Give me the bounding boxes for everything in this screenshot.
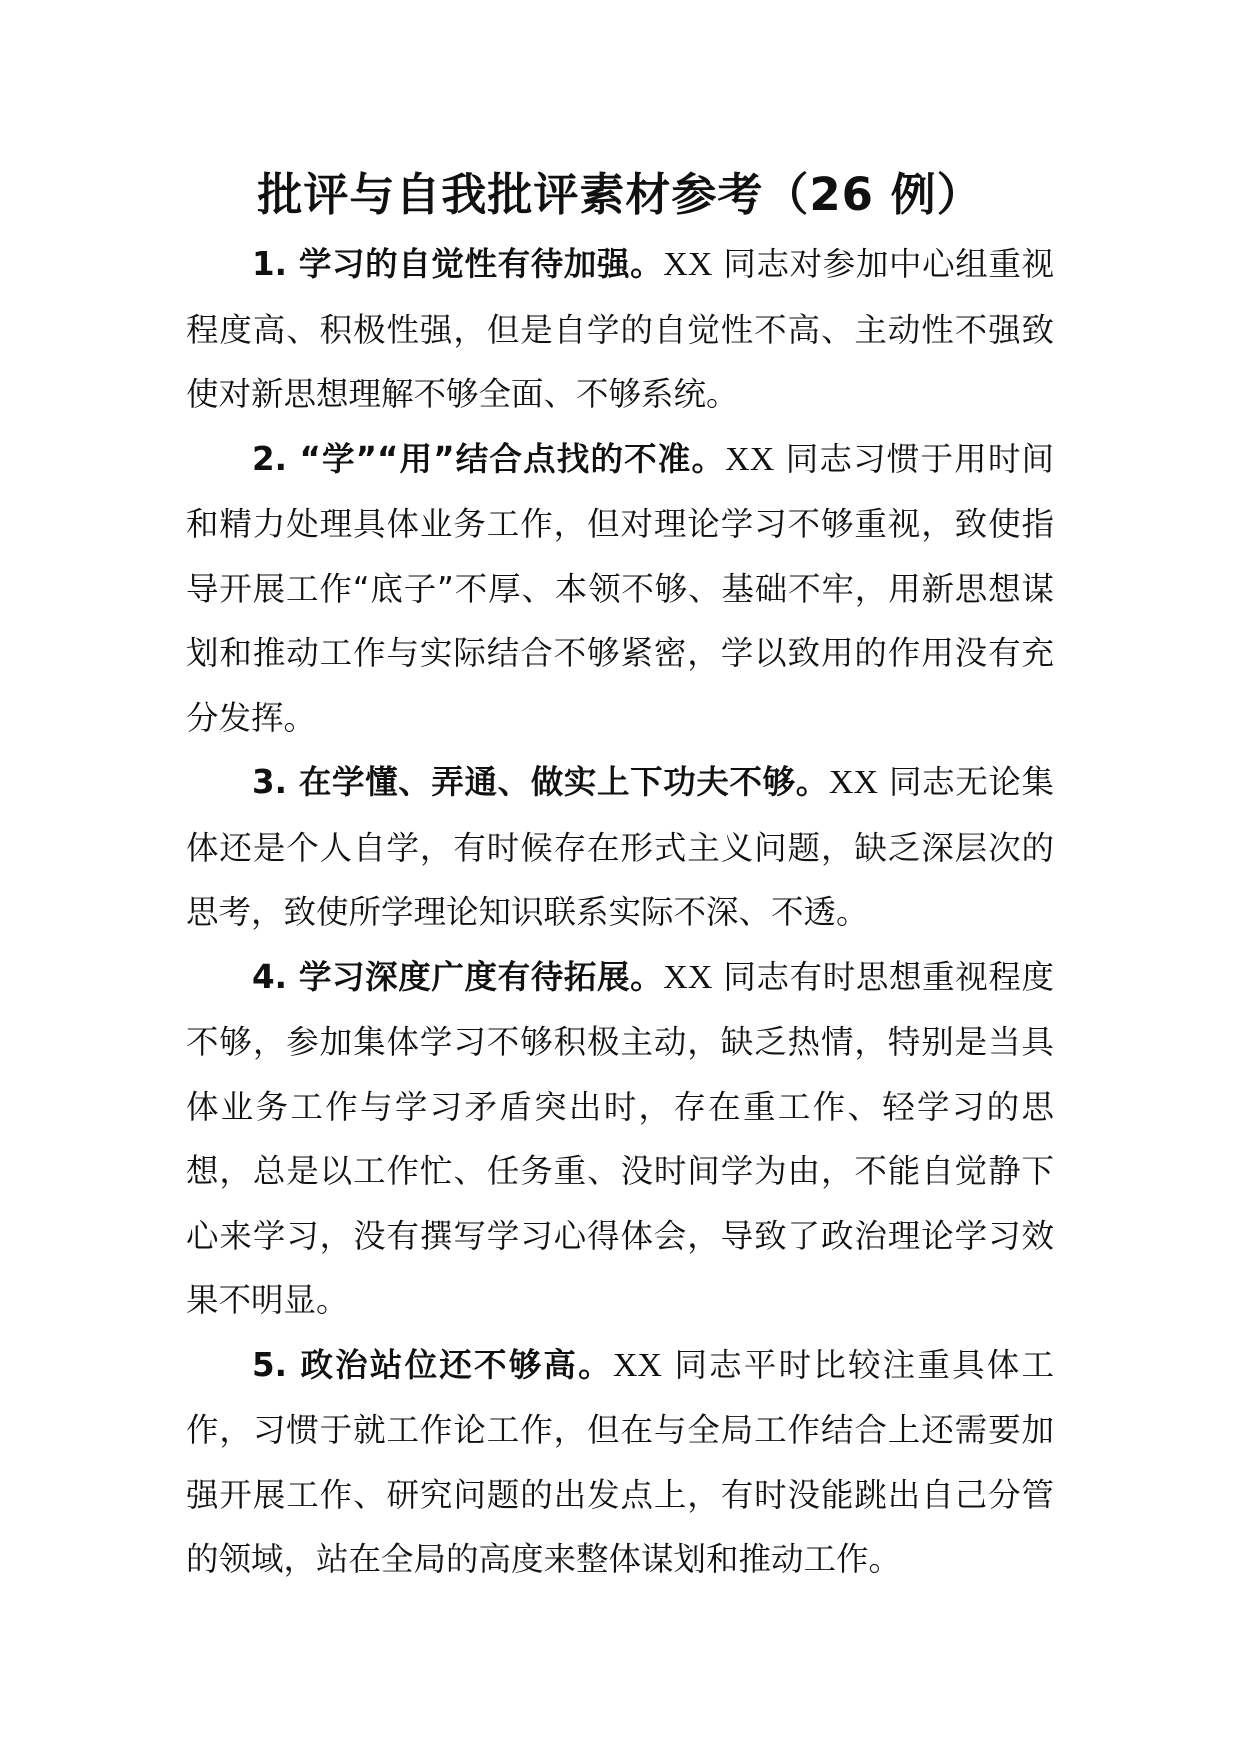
- item-5-heading: 5. 政治站位还不够高。: [252, 1345, 613, 1384]
- item-1-subject: XX: [663, 246, 713, 283]
- item-3-subject: XX: [828, 764, 879, 801]
- item-1-heading: 1. 学习的自觉性有待加强。: [252, 245, 664, 283]
- item-2-text: 同志习惯于用时间和精力处理具体业务工作，但对理论学习不够重视，致使指导开展工作“底子”不厚、本领不够、基础不牢，用新思想谋划和推动工作与实际结合不够紧密，学以致用的作用没有充分发挥。: [186, 439, 1054, 737]
- paragraph-item-5: [186, 1333, 1054, 1592]
- paragraph-item-3: [186, 750, 1054, 945]
- item-4-text: 同志有时思想重视程度不够，参加集体学习不够积极主动，缺乏热情，特别是当具体业务工作与学习矛盾突出时，存在重工作、轻学习的思想，总是以工作忙、任务重、没时间学为由，不能自觉静下心来学习，没有撰写学习心得体会，导致了政治理论学习效果不明显。: [186, 957, 1054, 1319]
- item-2-heading: 2. “学”“用”结合点找的不准。: [252, 439, 726, 478]
- item-1-text: 同志对参加中心组重视程度高、积极性强，但是自学的自觉性不高、主动性不强致使对新思想理解不够全面、不够系统。: [186, 245, 1054, 413]
- document-body: [186, 232, 1054, 1592]
- paragraph-item-2: [186, 427, 1054, 751]
- document-title: 批评与自我批评素材参考（26 例）: [257, 168, 983, 221]
- paragraph-item-4: [186, 945, 1054, 1333]
- item-3-heading: 3. 在学懂、弄通、做实上下功夫不够。: [252, 763, 829, 801]
- item-3-text: 同志无论集体还是个人自学，有时候存在形式主义问题，缺乏深层次的思考，致使所学理论知识联系实际不深、不透。: [186, 763, 1054, 931]
- paragraph-item-1: [186, 232, 1054, 427]
- item-4-heading: 4. 学习深度广度有待拓展。: [252, 957, 664, 996]
- item-4-subject: XX: [663, 958, 713, 996]
- item-2-subject: XX: [725, 440, 775, 478]
- item-5-text: 同志平时比较注重具体工作，习惯于就工作论工作，但在与全局工作结合上还需要加强开展工作、研究问题的出发点上，有时没能跳出自己分管的领域，站在全局的高度来整体谋划和推动工作。: [186, 1345, 1054, 1578]
- item-5-subject: XX: [612, 1346, 662, 1384]
